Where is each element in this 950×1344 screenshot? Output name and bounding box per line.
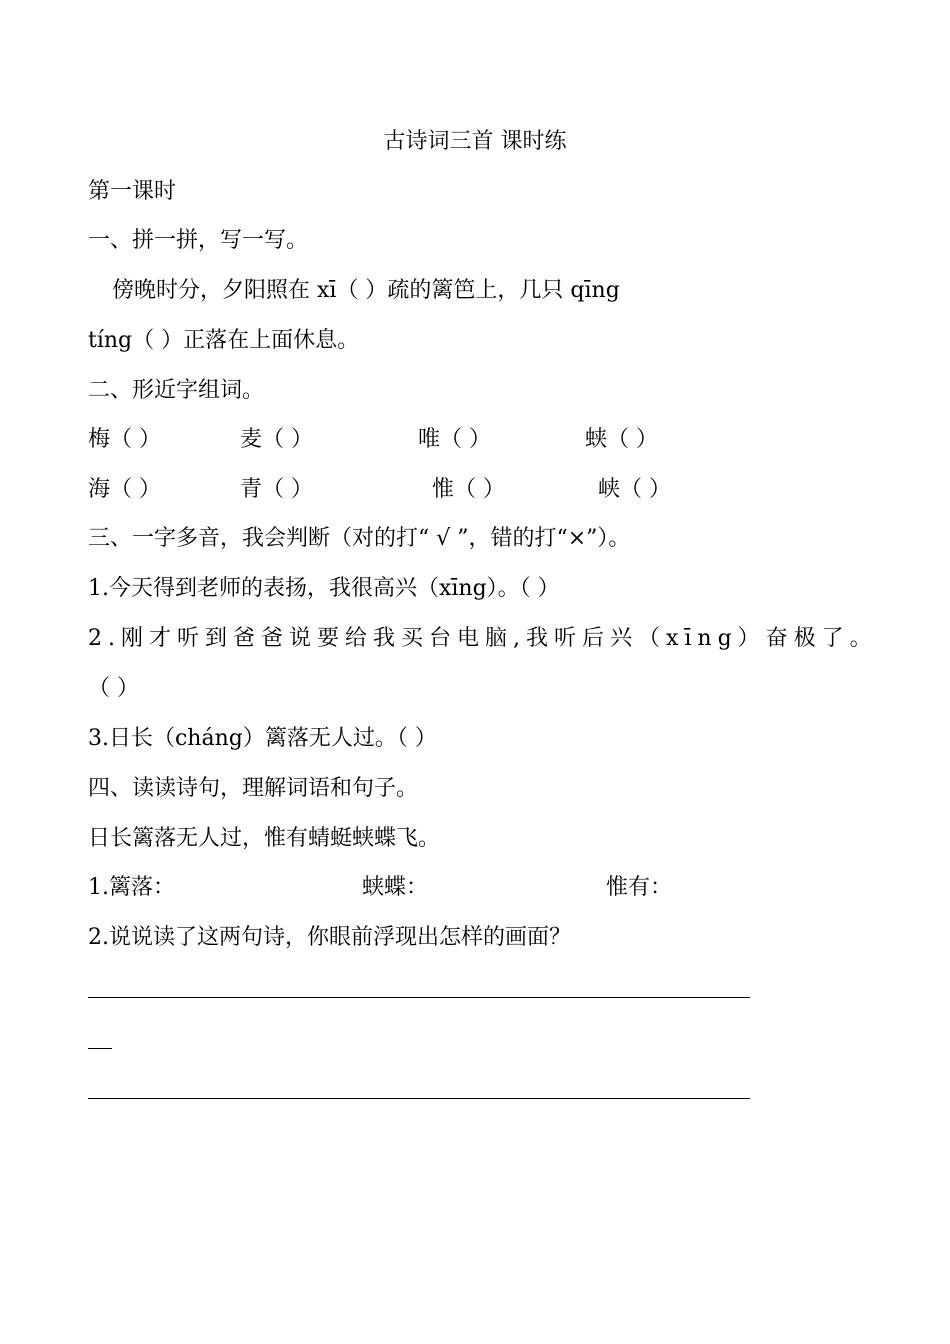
q3-item1: 1.今天得到老师的表扬，我很高兴（xīng）。（ ） [88, 576, 560, 601]
q1-line2: tíng（ ）正落在上面休息。 [88, 328, 360, 353]
q2-cell: 海（ ） [88, 477, 161, 502]
q2-cell: 梅（ ） [88, 427, 161, 452]
answer-line-fragment [88, 1048, 112, 1049]
q4-item1-c: 惟有： [606, 875, 673, 900]
q4-item1-b: 蛱蝶： [362, 875, 429, 900]
q2-cell: 青（ ） [240, 477, 313, 502]
q2-cell: 峡（ ） [598, 477, 671, 502]
lesson-label: 第一课时 [88, 179, 177, 204]
q2-cell: 麦（ ） [240, 427, 313, 452]
q2-cell: 蛱（ ） [585, 427, 658, 452]
q4-poem: 日长篱落无人过，惟有蜻蜓蛱蝶飞。 [88, 826, 441, 851]
page-title: 古诗词三首 课时练 [383, 129, 567, 154]
q1-line1: 傍晚时分，夕阳照在 xī（ ）疏的篱笆上，几只 qīng [112, 278, 620, 303]
q1-heading: 一、拼一拼，写一写。 [88, 228, 309, 253]
q2-cell: 惟（ ） [432, 477, 505, 502]
q3-item2-answer: （ ） [88, 676, 139, 701]
q3-item2: 2.刚才听到爸爸说要给我买台电脑,我听后兴（xīng）奋极了。 [88, 626, 878, 651]
answer-line[interactable] [88, 997, 750, 998]
q3-heading: 三、一字多音，我会判断（对的打“ √ ”，错的打“×”）。 [88, 526, 631, 551]
q4-item1-a: 1.篱落： [88, 875, 175, 900]
answer-line[interactable] [88, 1098, 750, 1099]
q3-item3: 3.日长（cháng）篱落无人过。（ ） [88, 726, 437, 751]
q2-cell: 唯（ ） [418, 427, 491, 452]
q4-item2: 2.说说读了这两句诗，你眼前浮现出怎样的画面？ [88, 925, 571, 950]
q4-heading: 四、读读诗句，理解词语和句子。 [88, 776, 419, 801]
q2-heading: 二、形近字组词。 [88, 378, 265, 403]
